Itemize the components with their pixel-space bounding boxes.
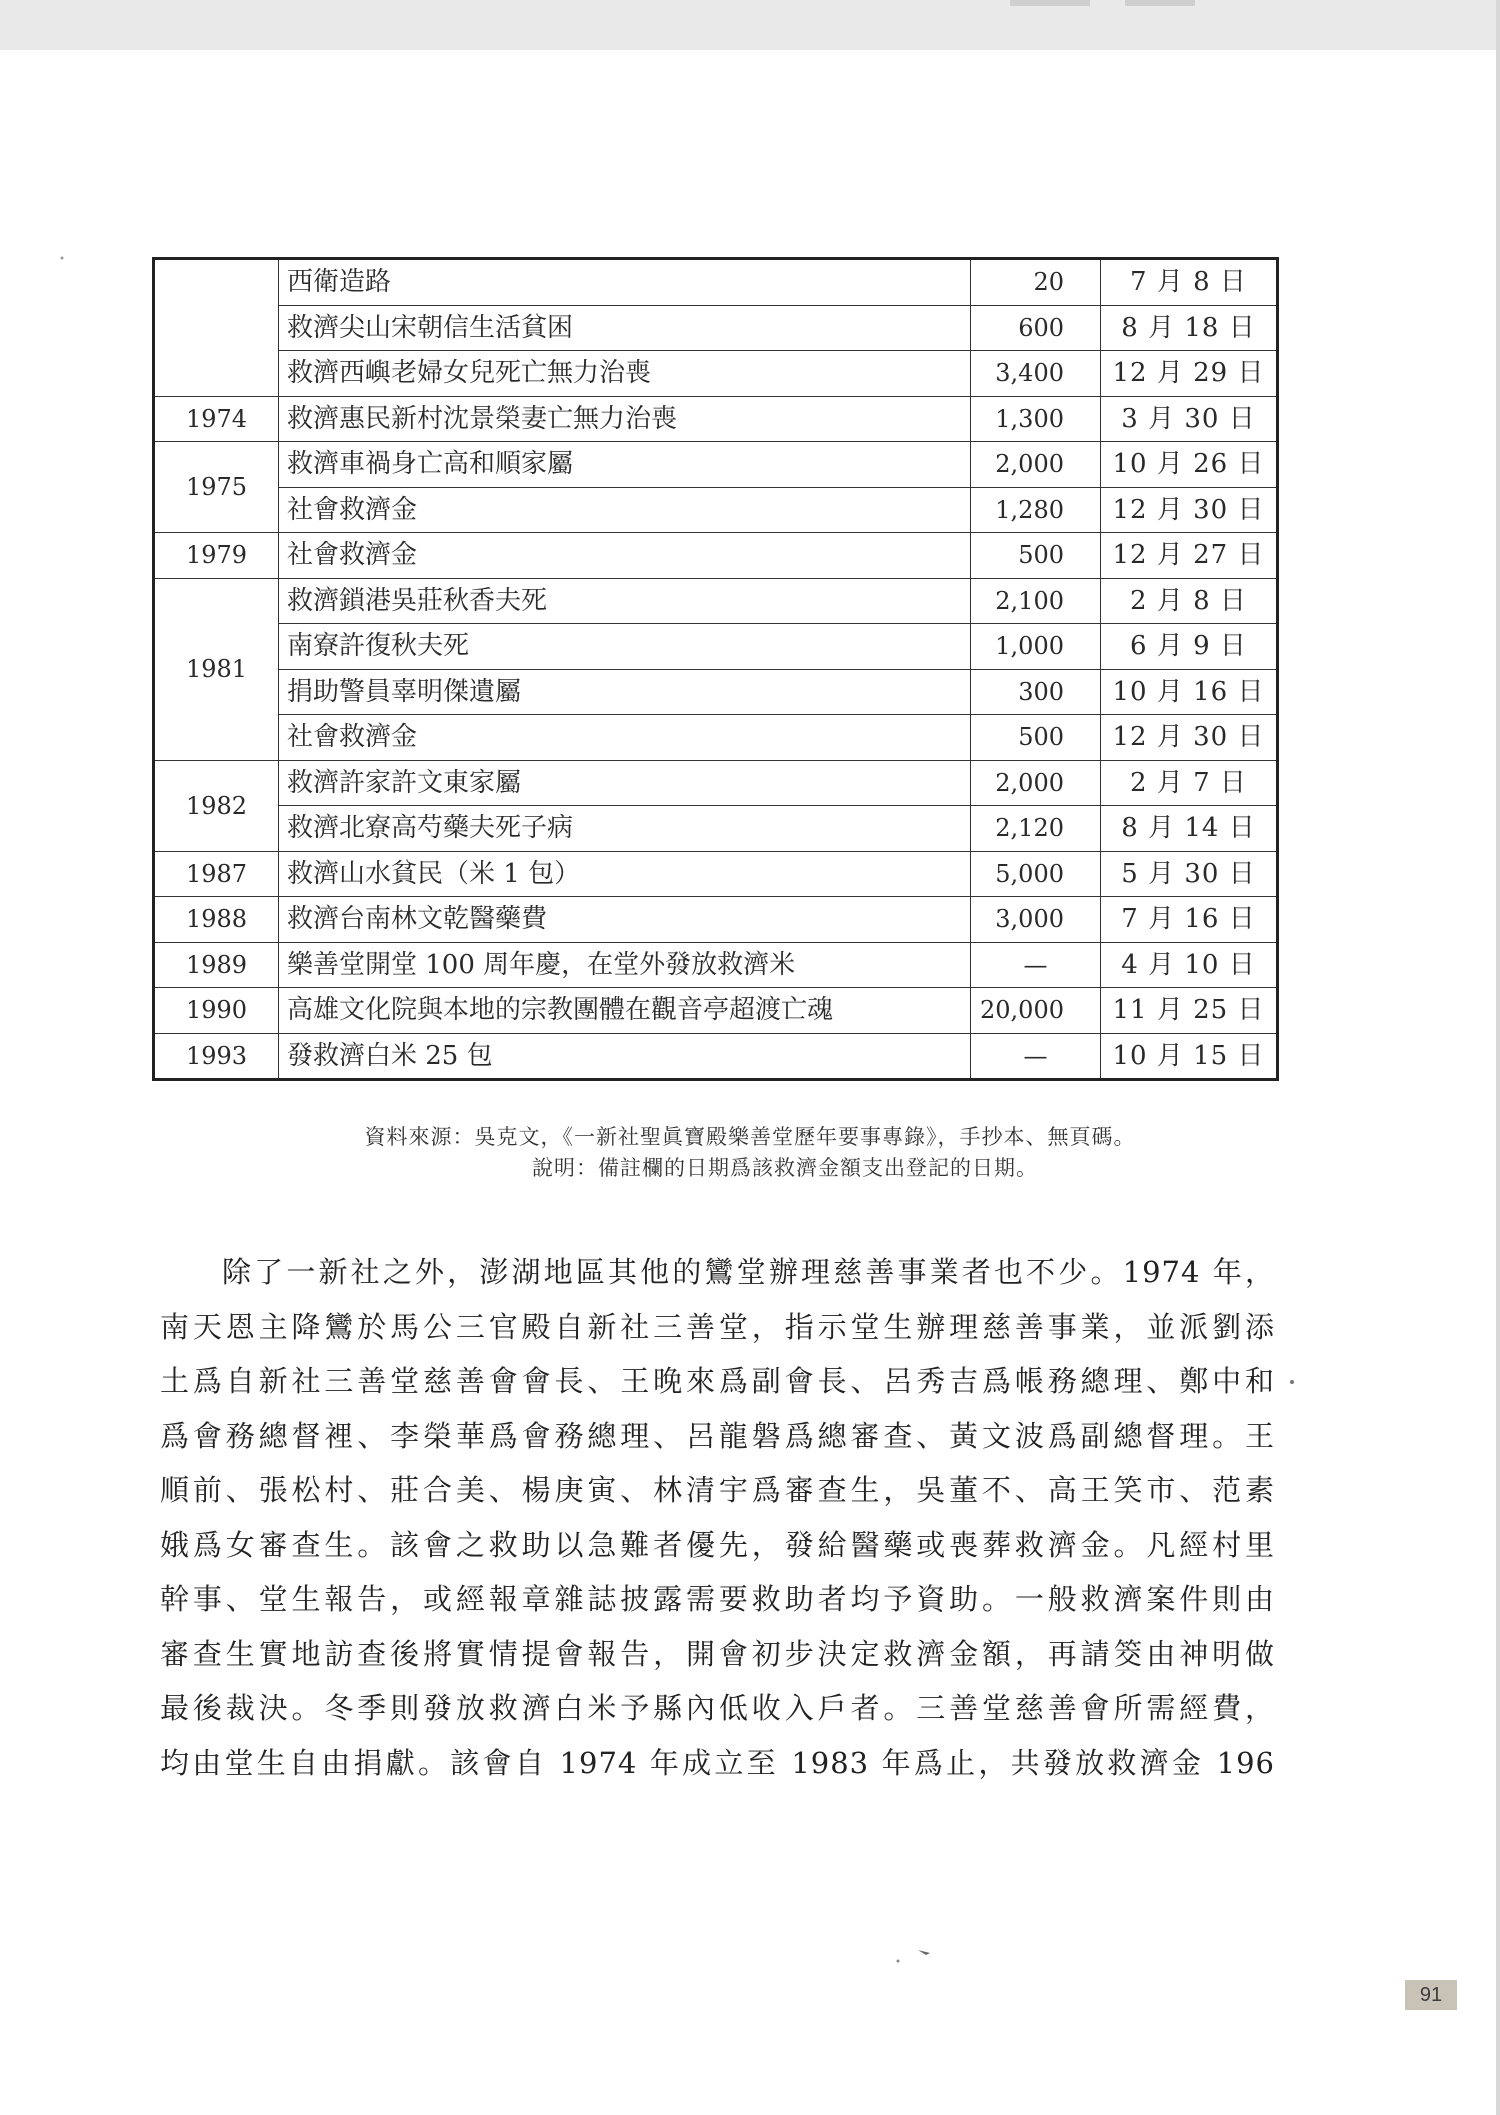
amount-cell: 1,280 [971, 487, 1101, 533]
amount-cell: — [971, 1033, 1101, 1080]
paragraph-line: 最後裁決。冬季則發放救濟白米予縣內低收入戶者。三善堂慈善會所需經費， [160, 1691, 1275, 1725]
paragraph-line: 土爲自新社三善堂慈善會會長、王晚來爲副會長、呂秀吉爲帳務總理、鄭中和 [160, 1364, 1275, 1398]
year-cell: 1987 [154, 851, 279, 897]
paragraph-line: 均由堂生自由捐獻。該會自 1974 年成立至 1983 年爲止，共發放救濟金 196 [160, 1745, 1275, 1780]
amount-cell: 2,100 [971, 578, 1101, 624]
amount-cell: 1,000 [971, 624, 1101, 670]
item-cell: 高雄文化院與本地的宗教團體在觀音亭超渡亡魂 [279, 988, 971, 1034]
item-cell: 社會救濟金 [279, 487, 971, 533]
year-cell: 1981 [154, 578, 279, 760]
amount-cell: — [971, 942, 1101, 988]
year-cell: 1974 [154, 396, 279, 442]
table-row [154, 305, 1278, 351]
page-edge-shadow [1496, 0, 1500, 2115]
date-cell: 12 月 30 日 [1101, 487, 1278, 533]
amount-cell: 3,000 [971, 897, 1101, 943]
item-cell: 救濟台南林文乾醫藥費 [279, 897, 971, 943]
date-cell: 5 月 30 日 [1101, 851, 1278, 897]
date-cell: 3 月 30 日 [1101, 396, 1278, 442]
speck [61, 257, 64, 260]
date-cell: 2 月 8 日 [1101, 578, 1278, 624]
date-cell: 10 月 26 日 [1101, 442, 1278, 488]
scan-mark [1125, 0, 1195, 6]
amount-cell: 300 [971, 669, 1101, 715]
item-cell: 社會救濟金 [279, 533, 971, 579]
amount-cell: 2,120 [971, 806, 1101, 852]
table-row [154, 396, 1278, 442]
item-cell: 救濟西嶼老婦女兒死亡無力治喪 [279, 351, 971, 397]
item-cell: 救濟尖山宋朝信生活貧困 [279, 305, 971, 351]
body-paragraph [160, 1245, 1275, 1790]
date-cell: 12 月 29 日 [1101, 351, 1278, 397]
page-number: 91 [1405, 1980, 1457, 2010]
paragraph-line: 幹事、堂生報告，或經報章雜誌披露需要救助者均予資助。一般救濟案件則由 [160, 1582, 1275, 1616]
item-cell: 救濟鎖港吳莊秋香夫死 [279, 578, 971, 624]
date-cell: 11 月 25 日 [1101, 988, 1278, 1034]
year-cell: 1982 [154, 760, 279, 851]
speck [1290, 1380, 1294, 1384]
amount-cell: 500 [971, 715, 1101, 761]
paragraph-line: 娥爲女審查生。該會之救助以急難者優先，發給醫藥或喪葬救濟金。凡經村里 [160, 1527, 1275, 1562]
amount-cell: 2,000 [971, 442, 1101, 488]
date-cell: 12 月 30 日 [1101, 715, 1278, 761]
paragraph-line: 除了一新社之外，澎湖地區其他的鸞堂辦理慈善事業者也不少。1974 年， [222, 1255, 1275, 1289]
amount-cell: 3,400 [971, 351, 1101, 397]
amount-cell: 600 [971, 305, 1101, 351]
date-cell: 7 月 16 日 [1101, 897, 1278, 943]
date-cell: 2 月 7 日 [1101, 760, 1278, 806]
speck [918, 1950, 930, 1955]
item-cell: 救濟車禍身亡高和順家屬 [279, 442, 971, 488]
paragraph-line: 審查生實地訪查後將實情提會報告，開會初步決定救濟金額，再請筊由神明做 [160, 1636, 1275, 1671]
amount-cell: 20 [971, 259, 1101, 306]
table-explanation-note: 說明：備註欄的日期爲該救濟金額支出登記的日期。 [532, 1156, 1038, 1180]
item-cell: 南寮許復秋夫死 [279, 624, 971, 670]
year-cell: 1990 [154, 988, 279, 1034]
date-cell: 8 月 14 日 [1101, 806, 1278, 852]
item-cell: 救濟山水貧民（米 1 包） [279, 851, 971, 897]
date-cell: 8 月 18 日 [1101, 305, 1278, 351]
year-cell: 1975 [154, 442, 279, 533]
table-row [154, 851, 1278, 897]
item-cell: 社會救濟金 [279, 715, 971, 761]
paragraph-line: 順前、張松村、莊合美、楊庚寅、林清宇爲審查生，吳董不、高王笑市、范素 [160, 1473, 1275, 1507]
item-cell: 救濟北寮高芍藥夫死子病 [279, 806, 971, 852]
table-row [154, 578, 1278, 624]
table-row [154, 351, 1278, 397]
amount-cell: 20,000 [971, 988, 1101, 1034]
date-cell: 4 月 10 日 [1101, 942, 1278, 988]
item-cell: 西衛造路 [279, 259, 971, 306]
date-cell: 10 月 16 日 [1101, 669, 1278, 715]
speck [897, 1960, 900, 1963]
table-row [154, 259, 1278, 306]
table-row [154, 669, 1278, 715]
year-cell: 1979 [154, 533, 279, 579]
date-cell: 12 月 27 日 [1101, 533, 1278, 579]
item-cell: 樂善堂開堂 100 周年慶，在堂外發放救濟米 [279, 942, 971, 988]
amount-cell: 1,300 [971, 396, 1101, 442]
amount-cell: 500 [971, 533, 1101, 579]
table-row [154, 624, 1278, 670]
table-source-note: 資料來源：吳克文，《一新社聖眞寶殿樂善堂歷年要事專錄》，手抄本、無頁碼。 [364, 1125, 1136, 1149]
table-row [154, 806, 1278, 852]
item-cell: 救濟惠民新村沈景榮妻亡無力治喪 [279, 396, 971, 442]
paragraph-line: 南天恩主降鸞於馬公三官殿自新社三善堂，指示堂生辦理慈善事業，並派劉添 [160, 1309, 1275, 1344]
table-row [154, 1033, 1278, 1080]
date-cell: 7 月 8 日 [1101, 259, 1278, 306]
table-row [154, 487, 1278, 533]
year-cell: 1989 [154, 942, 279, 988]
amount-cell: 5,000 [971, 851, 1101, 897]
scan-mark [1010, 0, 1090, 6]
table-row [154, 760, 1278, 806]
table-row [154, 715, 1278, 761]
table-row [154, 942, 1278, 988]
scan-top-band [0, 0, 1500, 50]
table-row [154, 988, 1278, 1034]
table-row [154, 897, 1278, 943]
date-cell: 10 月 15 日 [1101, 1033, 1278, 1080]
item-cell: 發救濟白米 25 包 [279, 1033, 971, 1080]
table-row [154, 533, 1278, 579]
year-cell: 1988 [154, 897, 279, 943]
year-cell [154, 259, 279, 397]
item-cell: 捐助警員辜明傑遺屬 [279, 669, 971, 715]
table-row [154, 442, 1278, 488]
amount-cell: 2,000 [971, 760, 1101, 806]
relief-ledger-table [152, 257, 1279, 1081]
paragraph-line: 爲會務總督裡、李榮華爲會務總理、呂龍磐爲總審查、黃文波爲副總督理。王 [160, 1418, 1275, 1453]
item-cell: 救濟許家許文東家屬 [279, 760, 971, 806]
year-cell: 1993 [154, 1033, 279, 1080]
date-cell: 6 月 9 日 [1101, 624, 1278, 670]
